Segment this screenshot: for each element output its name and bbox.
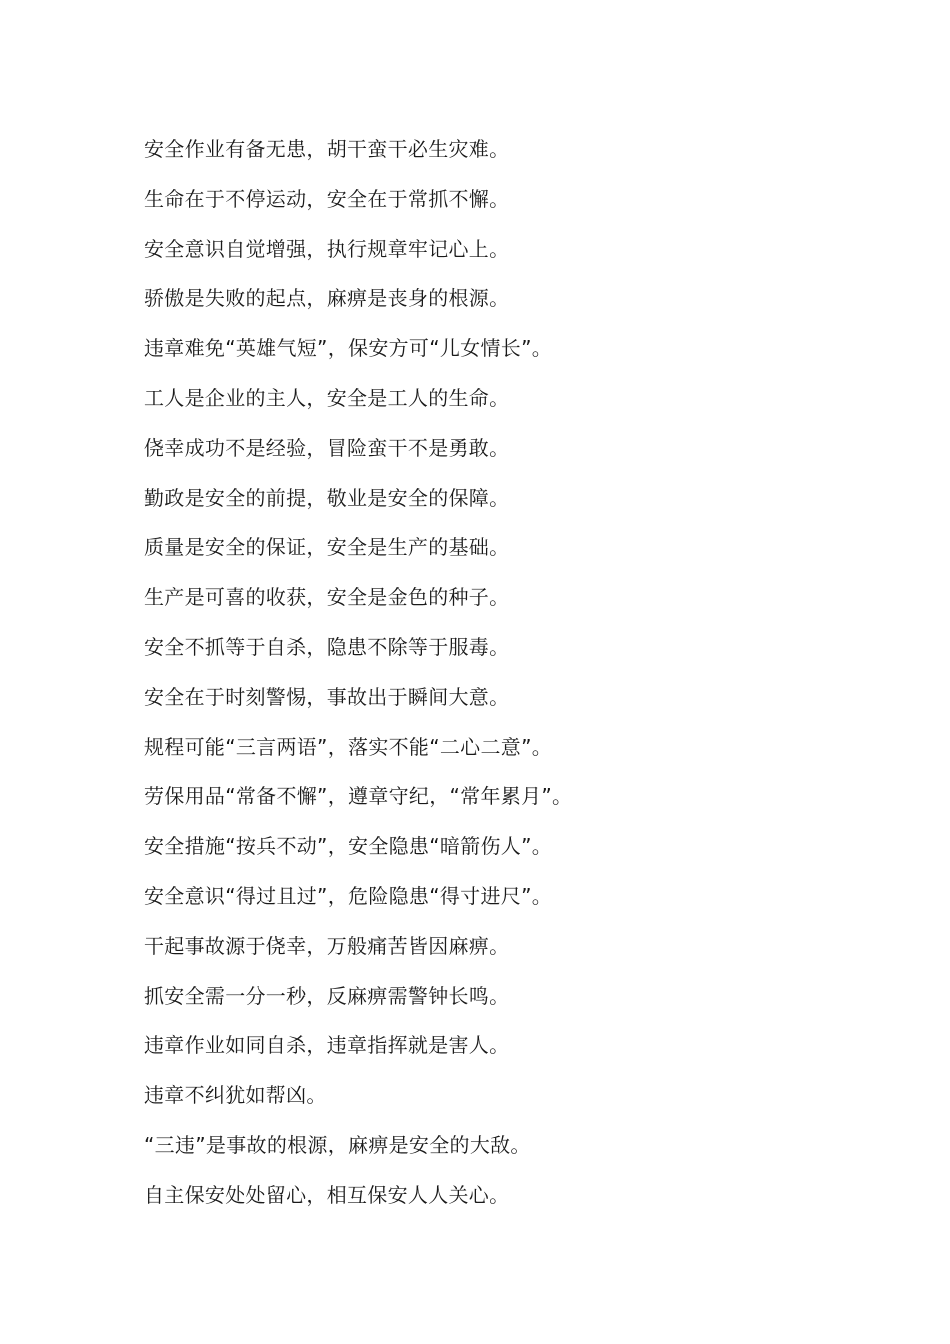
slogan-line: 违章作业如同自杀，违章指挥就是害人。 <box>144 1033 510 1058</box>
slogan-line: 抓安全需一分一秒，反麻痹需警钟长鸣。 <box>144 983 510 1008</box>
slogan-line: 侥幸成功不是经验，冒险蛮干不是勇敢。 <box>144 435 510 460</box>
slogan-line: 安全意识“得过且过”，危险隐患“得寸进尺”。 <box>144 883 553 908</box>
slogan-line: 安全不抓等于自杀，隐患不除等于服毒。 <box>144 634 510 659</box>
slogan-line: 骄傲是失败的起点，麻痹是丧身的根源。 <box>144 286 510 311</box>
slogan-line: 违章不纠犹如帮凶。 <box>144 1083 327 1108</box>
slogan-line: 规程可能“三言两语”，落实不能“二心二意”。 <box>144 734 553 759</box>
slogan-line: 生命在于不停运动，安全在于常抓不懈。 <box>144 186 510 211</box>
slogan-line: 安全措施“按兵不动”，安全隐患“暗箭伤人”。 <box>144 834 553 859</box>
slogan-line: 生产是可喜的收获，安全是金色的种子。 <box>144 585 510 610</box>
slogan-line: 工人是企业的主人，安全是工人的生命。 <box>144 385 510 410</box>
slogan-line: 自主保安处处留心，相互保安人人关心。 <box>144 1182 510 1207</box>
slogan-line: 质量是安全的保证，安全是生产的基础。 <box>144 535 510 560</box>
slogan-line: “三违”是事故的根源，麻痹是安全的大敌。 <box>144 1132 531 1157</box>
slogan-line: 安全作业有备无患，胡干蛮干必生灾难。 <box>144 137 510 161</box>
slogan-line: 安全在于时刻警惕，事故出于瞬间大意。 <box>144 684 510 709</box>
slogan-line: 干起事故源于侥幸，万般痛苦皆因麻痹。 <box>144 933 510 958</box>
slogan-line: 劳保用品“常备不懈”，遵章守纪，“常年累月”。 <box>144 784 573 809</box>
slogan-line: 安全意识自觉增强，执行规章牢记心上。 <box>144 236 510 261</box>
slogan-line: 违章难免“英雄气短”，保安方可“儿女情长”。 <box>144 336 553 361</box>
slogan-list <box>144 125 904 1221</box>
slogan-line: 勤政是安全的前提，敬业是安全的保障。 <box>144 485 510 510</box>
